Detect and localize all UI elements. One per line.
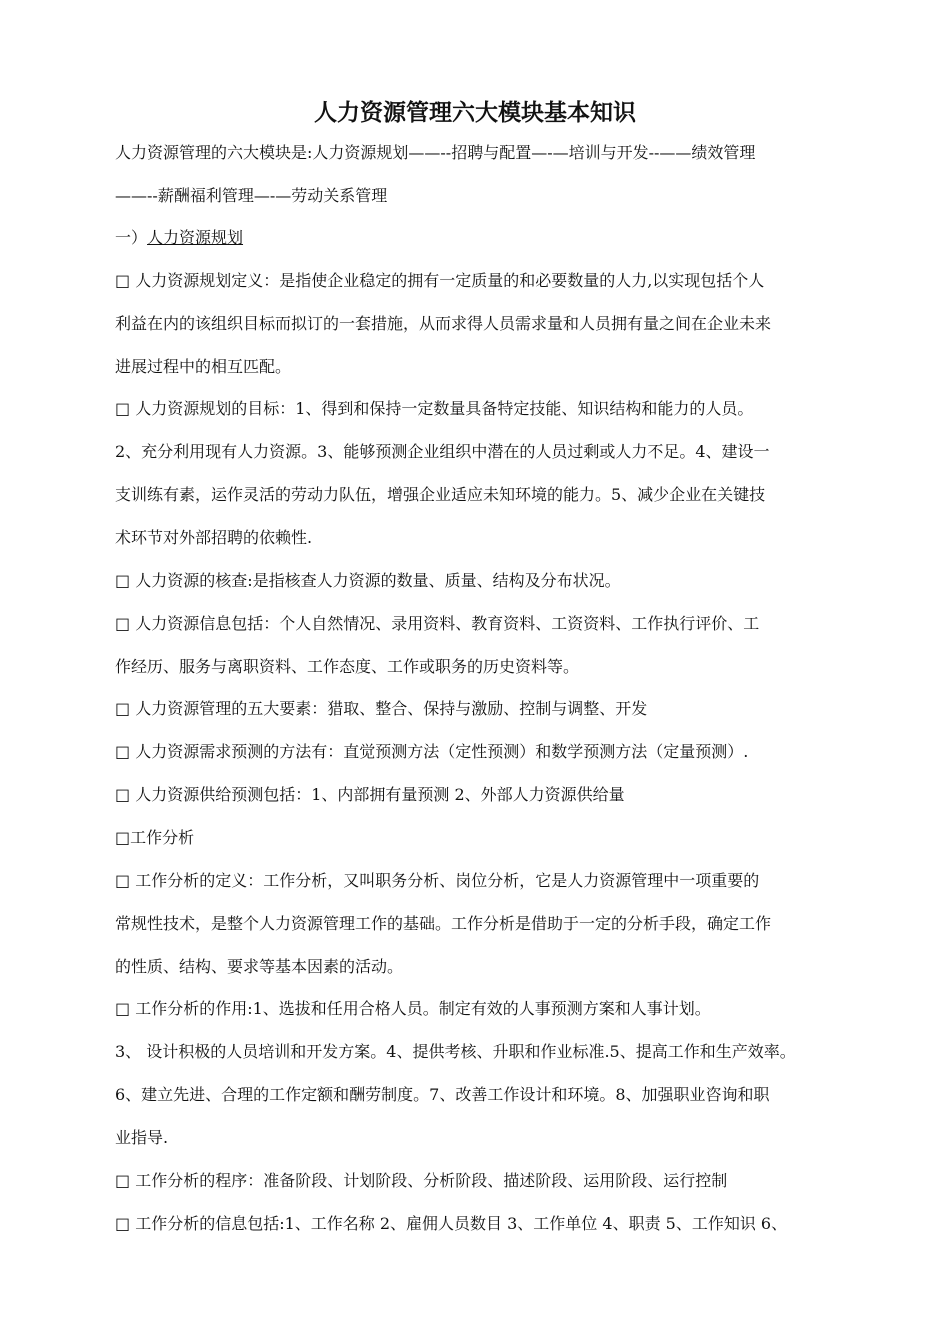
paragraph-line: □ 工作分析的定义：工作分析，又叫职务分析、岗位分析，它是人力资源管理中一项重要的: [115, 871, 760, 890]
paragraph-line: □ 工作分析的信息包括:1、工作名称 2、雇佣人员数目 3、工作单位 4、职责 5、工作知识 6、: [115, 1214, 788, 1233]
paragraph-line: □ 工作分析的作用:1、选拔和任用合格人员。制定有效的人事预测方案和人事计划。: [115, 999, 711, 1018]
paragraph-line: 常规性技术，是整个人力资源管理工作的基础。工作分析是借助于一定的分析手段，确定工作: [115, 914, 772, 933]
intro-line-1: 人力资源管理的六大模块是:人力资源规划——--招聘与配置—-—培训与开发--——绩效管理: [115, 143, 756, 162]
paragraph-line: □ 人力资源规划定义：是指使企业稳定的拥有一定质量的和必要数量的人力,以实现包括个人: [115, 271, 765, 290]
intro-line-2: ——--薪酬福利管理—-—劳动关系管理: [115, 186, 388, 205]
paragraph-line: 术环节对外部招聘的依赖性.: [115, 528, 313, 547]
paragraph-line: 6、建立先进、合理的工作定额和酬劳制度。7、改善工作设计和环境。8、加强职业咨询和职: [115, 1085, 770, 1104]
section-number: 一）: [115, 228, 148, 247]
document-title: 人力资源管理六大模块基本知识: [314, 100, 636, 126]
paragraph-line: 3、 设计积极的人员培训和开发方案。4、提供考核、升职和作业标准.5、提高工作和生产效率。: [115, 1042, 796, 1061]
section-heading: [115, 226, 855, 250]
paragraph-line: 作经历、服务与离职资料、工作态度、工作或职务的历史资料等。: [115, 657, 580, 676]
paragraph-line: □ 人力资源需求预测的方法有：直觉预测方法（定性预测）和数学预测方法（定量预测）.: [115, 742, 749, 761]
section-title: 人力资源规划: [147, 228, 244, 247]
paragraph-line: □ 人力资源供给预测包括：1、内部拥有量预测 2、外部人力资源供给量: [115, 785, 625, 804]
paragraph-line: 的性质、结构、要求等基本因素的活动。: [115, 957, 404, 976]
paragraph-line: □ 人力资源管理的五大要素：猎取、整合、保持与激励、控制与调整、开发: [115, 699, 648, 718]
subsection-heading: □工作分析: [115, 828, 195, 847]
paragraph-line: □ 工作分析的程序：准备阶段、计划阶段、分析阶段、描述阶段、运用阶段、运行控制: [115, 1171, 728, 1190]
paragraph-line: □ 人力资源信息包括：个人自然情况、录用资料、教育资料、工资资料、工作执行评价、工: [115, 614, 760, 633]
paragraph-line: 业指导.: [115, 1128, 169, 1147]
paragraph-line: 进展过程中的相互匹配。: [115, 357, 292, 376]
paragraph-line: □ 人力资源的核查:是指核查人力资源的数量、质量、结构及分布状况。: [115, 571, 621, 590]
paragraph-line: 2、充分利用现有人力资源。3、能够预测企业组织中潜在的人员过剩或人力不足。4、建设一: [115, 442, 770, 461]
paragraph-line: 利益在内的该组织目标而拟订的一套措施，从而求得人员需求量和人员拥有量之间在企业未来: [115, 314, 772, 333]
paragraph-line: □ 人力资源规划的目标：1、得到和保持一定数量具备特定技能、知识结构和能力的人员。: [115, 399, 754, 418]
paragraph-line: 支训练有素，运作灵活的劳动力队伍，增强企业适应未知环境的能力。5、减少企业在关键技: [115, 485, 766, 504]
